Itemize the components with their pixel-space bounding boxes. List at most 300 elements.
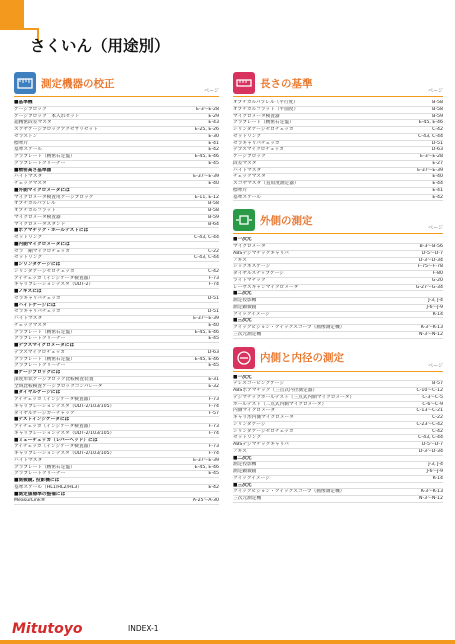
- index-entry: [14, 397, 219, 404]
- index-entry: [14, 114, 219, 121]
- entry-name: 三次元測定機: [233, 496, 262, 501]
- entry-name: キャリブレーションテスタ（UDT-2）: [14, 282, 94, 288]
- entry-name: マイクロメータ検査用ゲージブロック: [14, 194, 94, 200]
- index-entry: [233, 264, 443, 271]
- entry-page: J-3, J-4: [428, 462, 443, 468]
- entry-page: [216, 188, 219, 194]
- page-column-label: ページ: [428, 88, 443, 94]
- entry-name: グラブレートクリーナー: [14, 160, 66, 166]
- category-row: [14, 370, 219, 377]
- entry-name: セットリング: [233, 435, 262, 441]
- index-entry: [233, 449, 443, 456]
- entry-page: [440, 456, 443, 462]
- entry-page: F-74: [208, 282, 219, 288]
- index-entry: [14, 147, 219, 154]
- entry-name: クイックイメージ: [233, 311, 270, 317]
- entry-page: [216, 438, 219, 444]
- entry-name: 内側マイクロメータ: [233, 408, 276, 414]
- entry-page: [440, 375, 443, 381]
- entry-page: F-74: [208, 430, 219, 436]
- entry-page: [216, 289, 219, 295]
- entry-name: グラブレートクリーナー: [14, 336, 66, 342]
- entry-name: 基準スケール（HL1/HL2/HL3）: [14, 484, 82, 490]
- entry-page: J-6〜J-9: [426, 304, 443, 310]
- entry-name: 基準スケール: [233, 194, 262, 200]
- entry-page: E-37〜E-39: [193, 316, 219, 321]
- entry-name: オプチカルパラレル（平行度）: [233, 100, 298, 105]
- entry-page: E-42: [208, 147, 219, 153]
- entry-name: チェックマスタ: [14, 181, 47, 186]
- entry-page: [216, 390, 219, 396]
- index-entry: [233, 147, 443, 154]
- entry-page: E-40: [432, 174, 443, 180]
- entry-name: ライトマチック: [233, 277, 266, 283]
- entry-name: ダイヤルスナップゲージ: [233, 271, 284, 276]
- category-row: [14, 343, 219, 350]
- entry-name: クイックビジョン・クイックスコープ（画像測定機）: [233, 489, 345, 495]
- entry-page: D-63: [207, 349, 219, 355]
- section-rows: [233, 237, 443, 338]
- entry-name: シリンダゲージゼロチェッカ: [14, 268, 75, 274]
- category-row: [14, 168, 219, 175]
- section-header: [14, 70, 219, 97]
- page-footer: [0, 612, 455, 644]
- entry-page: [216, 262, 219, 268]
- entry-page: C-43, C-44: [194, 255, 219, 261]
- index-entry: [233, 271, 443, 278]
- index-entry: [233, 489, 443, 496]
- entry-page: [440, 318, 443, 324]
- entry-name: ■ダイヤルゲージには: [14, 390, 61, 396]
- entry-page: [216, 242, 219, 248]
- section-title: 長さの基準: [260, 77, 313, 90]
- entry-name: 超精密段差マスタ: [14, 120, 52, 126]
- entry-name: マイクロメータ: [233, 244, 266, 249]
- index-entry: [14, 471, 219, 478]
- entry-page: E-45: [208, 160, 219, 166]
- entry-page: E-37〜E-39: [193, 457, 219, 463]
- index-entry: [233, 251, 443, 258]
- index-entry: [233, 120, 443, 127]
- index-entry: [14, 276, 219, 283]
- entry-name: シックネスゲージ: [233, 264, 271, 270]
- entry-name: ■シリンダゲージには: [14, 262, 61, 267]
- section-title: 外側の測定: [260, 214, 313, 227]
- entry-page: B-59: [208, 214, 219, 220]
- entry-page: C-43, C-44: [418, 435, 443, 441]
- index-entry: [14, 309, 219, 316]
- entry-name: スケヤゲージブロックアクセサリセット: [14, 127, 98, 132]
- entry-name: マイクロメータ検査器: [233, 113, 280, 119]
- entry-name: セラキャリパチェッカ: [14, 295, 61, 301]
- index-entry: [233, 422, 443, 429]
- entry-page: [216, 168, 219, 174]
- entry-name: デプスマイクロチェッカ: [233, 147, 284, 153]
- index-entry: [14, 363, 219, 370]
- entry-name: オプチカルフラット（平面度）: [233, 106, 299, 112]
- section-title: 測定機器の校正: [41, 77, 115, 90]
- index-entry: [233, 469, 443, 476]
- index-entry: [14, 208, 219, 215]
- entry-page: G-20: [431, 277, 443, 283]
- entry-page: C-22: [208, 248, 219, 254]
- index-entry: [233, 312, 443, 319]
- entry-page: E-42: [208, 484, 219, 490]
- ruler-icon: [233, 72, 255, 94]
- entry-name: ■測定値標準の整備には: [14, 491, 66, 497]
- index-entry: [14, 282, 219, 289]
- entry-page: E-45, E-46: [194, 356, 219, 362]
- entry-name: ■ハイトゲージには: [14, 302, 56, 308]
- entry-page: E-40: [208, 181, 219, 186]
- entry-page: B-58: [208, 201, 219, 207]
- index-entry: [14, 222, 219, 229]
- index-entry: [233, 496, 443, 503]
- entry-page: F-57: [208, 410, 219, 416]
- entry-page: E-45, E-46: [194, 329, 219, 335]
- entry-name: クイックビジョン・クイックスコープ（画像測定機）: [233, 325, 345, 330]
- index-entry: [14, 465, 219, 472]
- entry-page: K-3〜K-13: [420, 325, 443, 330]
- category-row: [14, 492, 219, 499]
- entry-name: ハイトマスタ: [14, 174, 43, 180]
- index-entry: [14, 384, 219, 391]
- category-row: [14, 390, 219, 397]
- index-entry: [14, 330, 219, 337]
- index-entry: [14, 269, 219, 276]
- index-entry: [233, 168, 443, 175]
- entry-name: ■一次元: [233, 237, 252, 243]
- entry-name: ダイヤルゲージカーチャック: [14, 410, 75, 416]
- entry-name: テレスコーピングゲージ: [233, 381, 285, 387]
- section-calibration: [14, 70, 219, 505]
- entry-page: [216, 303, 219, 309]
- entry-page: E-45: [208, 471, 219, 477]
- entry-name: グラブレート（精密石定盤）: [14, 464, 75, 470]
- entry-page: E-45, E-46: [194, 464, 219, 470]
- index-entry: [233, 181, 443, 188]
- entry-name: 測定顕微鏡: [233, 469, 257, 474]
- entry-name: ■ボアマチック・ホールテストには: [14, 228, 89, 234]
- entry-page: G-27〜G-34: [415, 284, 443, 290]
- entry-page: E-29: [208, 113, 219, 119]
- page-number: INDEX-1: [128, 624, 159, 633]
- page-title: さくいん（用途別）: [30, 37, 170, 55]
- entry-page: [216, 478, 219, 484]
- category-row: [233, 318, 443, 325]
- category-row: [14, 289, 219, 296]
- entry-page: [440, 291, 443, 297]
- index-entry: [233, 114, 443, 121]
- entry-page: [216, 228, 219, 234]
- entry-page: B-59: [432, 113, 443, 119]
- entry-name: ■ゲージブロックには: [14, 370, 61, 375]
- entry-page: E-25, E-26: [194, 127, 219, 132]
- category-row: [14, 242, 219, 249]
- index-entry: [14, 431, 219, 438]
- entry-page: E-45, E-46: [194, 154, 219, 159]
- entry-page: E-42: [432, 194, 443, 200]
- entry-name: ノギス: [233, 448, 247, 454]
- entry-name: オプチカルフラット: [14, 208, 56, 213]
- entry-name: アイチェッカ（インジケータ検査器）: [14, 397, 93, 402]
- entry-name: 段差マスタ: [233, 160, 257, 166]
- entry-page: D-3〜D-34: [418, 448, 443, 454]
- entry-name: アイチェッカ（インジケータ検査器）: [14, 275, 93, 281]
- index-entry: [233, 134, 443, 141]
- index-entry: [14, 235, 219, 242]
- entry-page: D-63: [431, 147, 443, 153]
- entry-page: F-73: [208, 397, 219, 402]
- index-entry: [233, 107, 443, 114]
- entry-name: ■測微鏡, 投影機には: [14, 478, 60, 483]
- entry-name: アイチェッカ（インジケータ検査器）: [14, 424, 93, 429]
- entry-name: グラブレート（精密石定盤）: [233, 120, 294, 126]
- footer-bar: [0, 640, 455, 644]
- entry-page: F-75〜F-78: [417, 264, 443, 270]
- entry-name: セラキャリパチェッカ: [14, 309, 61, 315]
- calibration-icon: [14, 72, 36, 94]
- entry-name: ■二次元: [233, 455, 252, 461]
- entry-name: 測定投影機: [233, 462, 257, 468]
- entry-name: ゲージブロック: [233, 154, 266, 159]
- brand-logo: Mitutoyo: [12, 621, 83, 637]
- entry-page: E-37〜E-39: [193, 174, 219, 180]
- index-entry: [233, 154, 443, 161]
- index-entry: [14, 444, 219, 451]
- entry-name: シリンダゲージ: [233, 421, 266, 427]
- entry-name: セラキャリパチェッカ: [233, 140, 280, 146]
- index-entry: [233, 402, 443, 409]
- left-column: [14, 70, 219, 511]
- entry-page: [216, 370, 219, 376]
- index-entry: [14, 485, 219, 492]
- entry-page: C-13〜C-21: [416, 408, 443, 414]
- entry-name: グラブレートクリーナー: [14, 363, 66, 369]
- entry-name: ■二次元: [233, 291, 252, 297]
- index-entry: [233, 429, 443, 436]
- index-entry: [14, 357, 219, 364]
- entry-name: ハイトマスタ: [14, 316, 43, 321]
- index-entry: [14, 120, 219, 127]
- category-row: [14, 478, 219, 485]
- entry-page: J-3, J-4: [428, 298, 443, 303]
- category-row: [14, 438, 219, 445]
- entry-name: 三次元測定機: [233, 331, 262, 337]
- index-entry: [233, 127, 443, 134]
- index-entry: [233, 278, 443, 285]
- entry-name: ABSデジマチックキャリパ: [233, 250, 289, 256]
- index-entry: [233, 188, 443, 195]
- entry-name: ハイトマスタ: [233, 167, 262, 173]
- entry-page: F-73: [208, 444, 219, 450]
- entry-name: ABSデジマチックキャリパ: [233, 442, 289, 447]
- category-row: [14, 262, 219, 269]
- entry-name: ■精密高さ基準器: [14, 167, 52, 173]
- entry-name: スコヤマスタ（直角度測定器）: [233, 181, 299, 186]
- index-entry: [14, 458, 219, 465]
- entry-page: E-37〜E-39: [417, 167, 443, 173]
- index-entry: [14, 127, 219, 134]
- entry-page: F-73: [208, 275, 219, 281]
- entry-name: オプチカルパラレル: [14, 201, 56, 207]
- entry-name: ■ノギスには: [14, 289, 42, 294]
- index-entry: [233, 476, 443, 483]
- entry-page: E-45, E-46: [418, 120, 443, 126]
- entry-page: F-73: [208, 424, 219, 429]
- entry-page: E-44: [432, 181, 443, 186]
- entry-name: キャリブレーションテスタ（UDT-2/103/105）: [14, 451, 115, 456]
- entry-page: F-74: [208, 451, 219, 456]
- index-entry: [233, 195, 443, 202]
- entry-name: ■内側マイクロメータには: [14, 241, 70, 247]
- index-entry: [233, 258, 443, 265]
- index-entry: [233, 332, 443, 339]
- index-entry: [233, 285, 443, 292]
- entry-name: クイックイメージ: [233, 475, 270, 481]
- index-entry: [233, 408, 443, 415]
- index-entry: [14, 323, 219, 330]
- entry-name: チェックマスタ: [14, 322, 47, 328]
- entry-name: シリンダゲージゼロチェッカ: [233, 127, 294, 132]
- entry-name: アイチェッカ（インジケータ検査器）: [14, 444, 93, 450]
- category-row: [233, 375, 443, 382]
- entry-name: セットリング: [14, 255, 43, 261]
- entry-page: D-5〜D-7: [421, 442, 443, 447]
- index-entry: [14, 195, 219, 202]
- entry-page: E-40: [208, 322, 219, 328]
- index-entry: [14, 316, 219, 323]
- entry-page: D-51: [431, 140, 443, 146]
- entry-page: E-27: [432, 160, 443, 166]
- index-entry: [14, 296, 219, 303]
- entry-page: A-25〜A-30: [192, 498, 219, 504]
- index-entry: [233, 141, 443, 148]
- entry-name: 深度形状ゲージブロック比較検査装置: [14, 376, 94, 382]
- entry-name: グラブレート（精密石定盤）: [14, 329, 75, 335]
- entry-page: E-41: [208, 140, 219, 146]
- corner-accent: [0, 0, 24, 30]
- index-entry: [14, 161, 219, 168]
- entry-page: D-51: [207, 309, 219, 315]
- entry-name: 標準片: [233, 187, 248, 193]
- entry-name: セットリング: [233, 133, 262, 139]
- entry-page: D-5〜D-7: [421, 250, 443, 256]
- entry-page: E-3〜E-28: [196, 106, 219, 112]
- entry-name: グラブレート（精密石定盤）: [14, 154, 75, 159]
- entry-page: E-11, E-12: [194, 194, 219, 200]
- section-title: 内側と内径の測定: [260, 352, 344, 364]
- entry-page: C-42: [208, 268, 219, 274]
- index-entry: [233, 415, 443, 422]
- entry-name: シリンダゲージゼロチェッカ: [233, 428, 294, 434]
- page-column-label: ページ: [428, 225, 443, 232]
- right-column: [233, 70, 443, 509]
- index-entry: [14, 215, 219, 222]
- entry-page: E-45: [208, 336, 219, 342]
- entry-page: N-3〜N-12: [418, 496, 443, 501]
- index-entry: [14, 404, 219, 411]
- entry-name: ■デプスマイクロメータには: [14, 343, 75, 348]
- index-entry: [233, 395, 443, 402]
- category-row: [14, 100, 219, 107]
- outer-measure-icon: [233, 209, 255, 231]
- entry-name: ゲージブロック 本入れセット: [14, 113, 80, 119]
- index-entry: [14, 350, 219, 357]
- entry-page: [440, 237, 443, 243]
- entry-page: N-3〜N-12: [418, 331, 443, 337]
- entry-name: 標準片: [14, 140, 29, 146]
- index-entry: [233, 161, 443, 168]
- entry-page: E-41: [432, 187, 443, 193]
- entry-name: キャリ形内側マイクロメータ: [233, 415, 294, 420]
- entry-page: B-58: [432, 106, 443, 112]
- entry-page: [216, 343, 219, 349]
- entry-name: ABSボアマチック（三点式内径測定器）: [233, 388, 318, 393]
- entry-name: キャリブレーションテスタ（UDT-2/103/105）: [14, 430, 115, 436]
- entry-name: レーザスキャンマイクロメータ: [233, 284, 299, 290]
- entry-name: チェックマスタ: [233, 174, 266, 180]
- entry-page: B-58: [208, 208, 219, 213]
- entry-name: グラブレートクリーナー: [14, 471, 66, 477]
- entry-page: [216, 492, 219, 498]
- entry-page: B-3〜B-56: [419, 244, 443, 249]
- section-inner: [233, 345, 443, 503]
- index-entry: [233, 381, 443, 388]
- index-entry: [233, 462, 443, 469]
- index-entry: [14, 498, 219, 505]
- index-entry: [14, 107, 219, 114]
- entry-page: [216, 100, 219, 106]
- index-entry: [233, 174, 443, 181]
- entry-page: B-57: [432, 381, 443, 387]
- index-entry: [14, 249, 219, 256]
- entry-name: ■テストインジケータには: [14, 417, 70, 423]
- entry-name: ゲージブロック: [14, 106, 47, 112]
- index-entry: [14, 336, 219, 343]
- entry-page: C-3〜C-5: [422, 394, 443, 400]
- category-row: [14, 417, 219, 424]
- entry-page: D-51: [207, 295, 219, 301]
- index-entry: [233, 244, 443, 251]
- entry-name: グラブレート（精密石定盤）: [14, 356, 75, 362]
- entry-name: ノギス: [233, 257, 247, 263]
- section-rows: [233, 100, 443, 201]
- category-row: [233, 291, 443, 298]
- entry-page: D-3〜D-34: [418, 257, 443, 263]
- category-row: [14, 303, 219, 310]
- index-entry: [233, 305, 443, 312]
- entry-page: C-22: [432, 415, 443, 420]
- entry-page: C-43, C-44: [418, 133, 443, 139]
- index-entry: [14, 134, 219, 141]
- entry-name: デプスマイクロチェッカ: [14, 349, 65, 355]
- entry-page: E-3〜E-28: [420, 154, 443, 159]
- entry-name: ■三次元: [233, 318, 252, 324]
- section-outer: [233, 207, 443, 338]
- entry-name: マイクロメータスタンド: [14, 221, 66, 227]
- index-entry: [233, 435, 443, 442]
- section-rows: [233, 375, 443, 503]
- index-entry: [14, 201, 219, 208]
- index-entry: [233, 298, 443, 305]
- entry-name: 基準スケール: [14, 147, 43, 153]
- entry-page: C-10〜C-12: [416, 388, 443, 393]
- entry-page: F-80: [432, 271, 443, 276]
- index-entry: [14, 174, 219, 181]
- index-entry: [14, 411, 219, 418]
- index-entry: [14, 377, 219, 384]
